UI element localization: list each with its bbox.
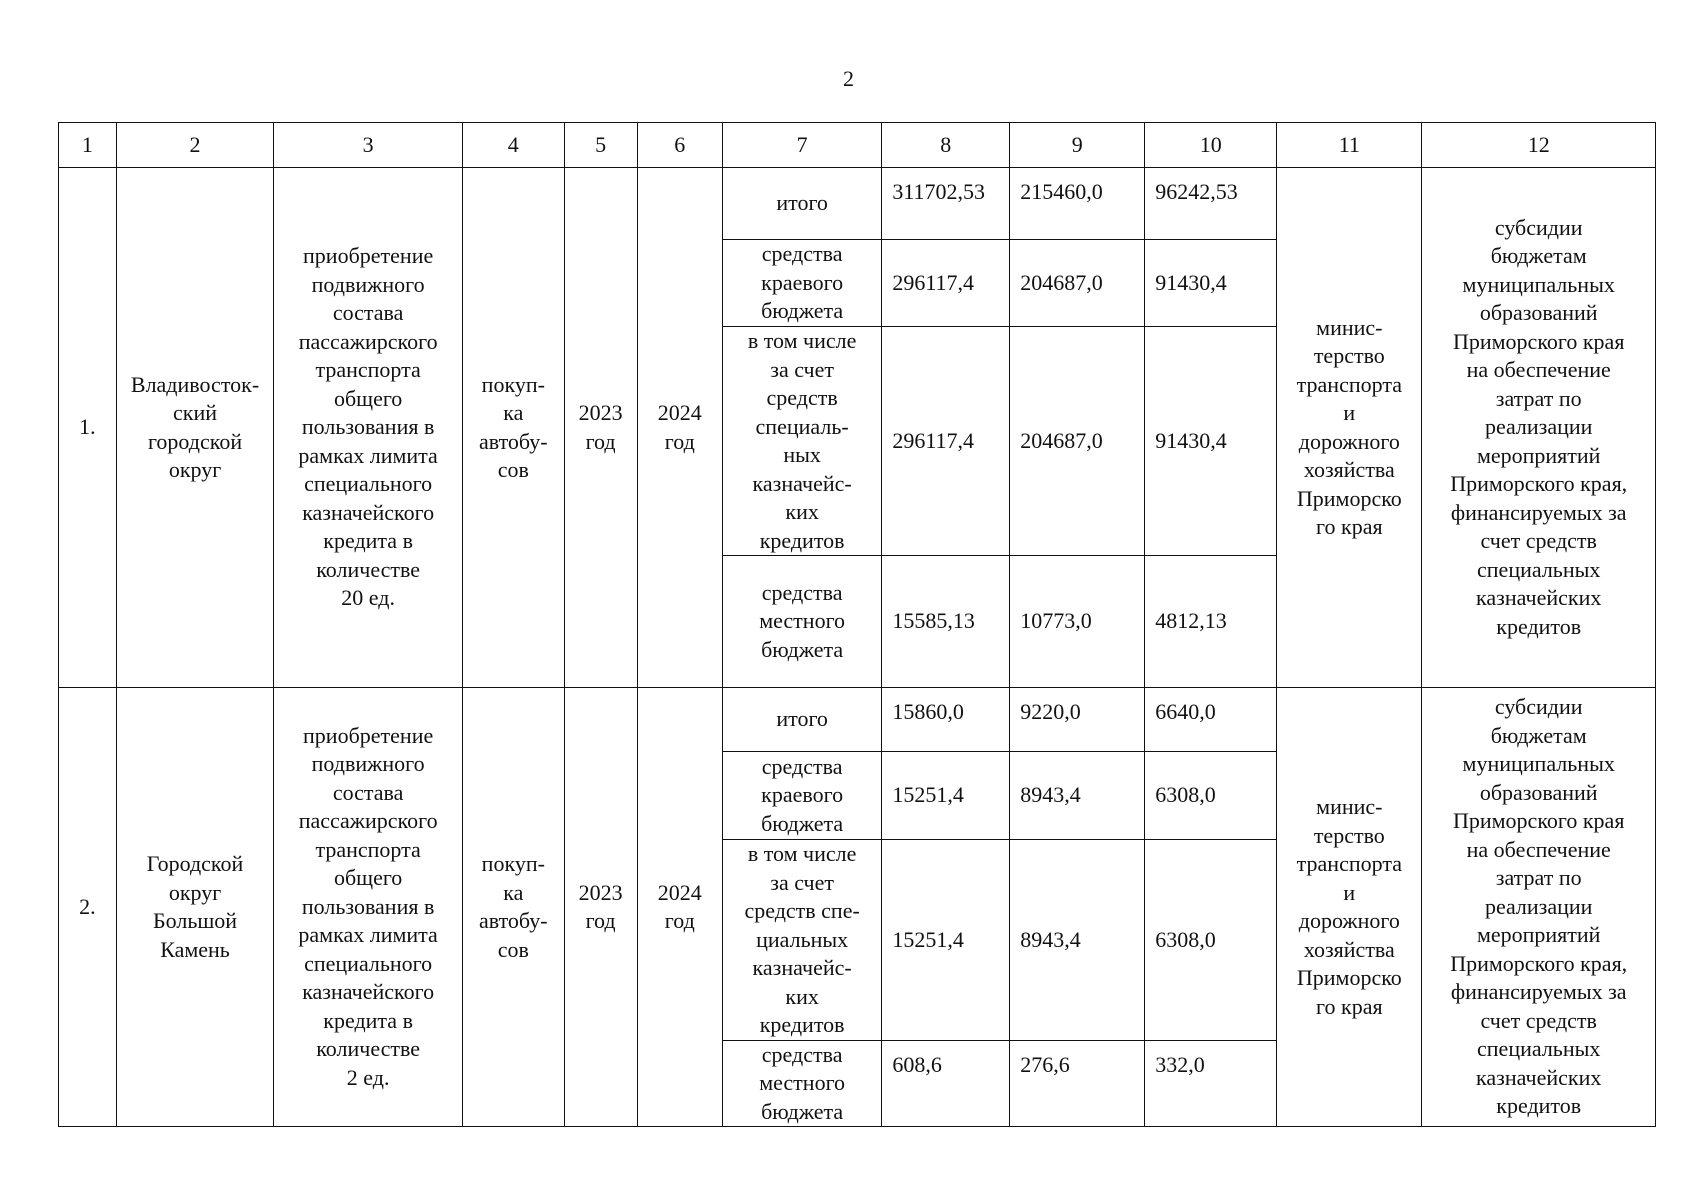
end-year-cell: 2024 год <box>637 688 722 1127</box>
total-value: 608,6 <box>882 1040 1010 1127</box>
year-2023-value: 215460,0 <box>1010 168 1145 240</box>
note-cell: субсидии бюджетам муниципальных образований Приморского края на обеспечение затрат по реализации мероприятий Приморского края, финансируемых за счет средств специальных казначейских кредитов <box>1422 168 1656 688</box>
table-row <box>59 688 1656 752</box>
year-2023-value: 8943,4 <box>1010 840 1145 1041</box>
year-2023-value: 8943,4 <box>1010 752 1145 840</box>
funding-source-cell: в том числе за счет средств спе- циальных казначейс- ких кредитов <box>722 840 881 1041</box>
year-2023-value: 9220,0 <box>1010 688 1145 752</box>
funding-source-cell: итого <box>722 168 881 240</box>
year-2023-value: 204687,0 <box>1010 240 1145 327</box>
year-2024-value: 6640,0 <box>1145 688 1277 752</box>
column-header: 2 <box>116 123 273 168</box>
funding-source-cell: средства краевого бюджета <box>722 752 881 840</box>
row-index: 2. <box>59 688 117 1127</box>
year-2024-value: 6308,0 <box>1145 752 1277 840</box>
column-header: 6 <box>637 123 722 168</box>
column-header: 11 <box>1277 123 1422 168</box>
year-2024-value: 332,0 <box>1145 1040 1277 1127</box>
total-value: 15860,0 <box>882 688 1010 752</box>
total-value: 15251,4 <box>882 752 1010 840</box>
funding-source-cell: итого <box>722 688 881 752</box>
note-cell: субсидии бюджетам муниципальных образований Приморского края на обеспечение затрат по реализации мероприятий Приморского края, финансируемых за счет средств специальных казначейских кредитов <box>1422 688 1656 1127</box>
activity-cell: покуп- ка автобу- сов <box>463 688 565 1127</box>
total-value: 296117,4 <box>882 240 1010 327</box>
page-number: 2 <box>843 66 854 91</box>
column-number-row <box>59 123 1656 168</box>
municipality-cell: Владивосток- ский городской округ <box>116 168 273 688</box>
start-year-cell: 2023 год <box>564 168 637 688</box>
year-2024-value: 91430,4 <box>1145 240 1277 327</box>
total-value: 15585,13 <box>882 556 1010 688</box>
executor-cell: минис- терство транспорта и дорожного хозяйства Приморско го края <box>1277 688 1422 1127</box>
funding-source-cell: средства местного бюджета <box>722 1040 881 1127</box>
year-2024-value: 4812,13 <box>1145 556 1277 688</box>
year-2024-value: 96242,53 <box>1145 168 1277 240</box>
end-year-cell: 2024 год <box>637 168 722 688</box>
row-index: 1. <box>59 168 117 688</box>
description-cell: приобретение подвижного состава пассажирского транспорта общего пользования в рамках лимита специального казначейского кредита в количестве 20 ед. <box>274 168 463 688</box>
year-2023-value: 276,6 <box>1010 1040 1145 1127</box>
measures-table <box>58 122 1656 1127</box>
start-year-cell: 2023 год <box>564 688 637 1127</box>
activity-cell: покуп- ка автобу- сов <box>463 168 565 688</box>
column-header: 12 <box>1422 123 1656 168</box>
funding-source-cell: в том числе за счет средств специаль- ных казначейс- ких кредитов <box>722 327 881 556</box>
total-value: 311702,53 <box>882 168 1010 240</box>
executor-cell: минис- терство транспорта и дорожного хозяйства Приморско го края <box>1277 168 1422 688</box>
table-row <box>59 168 1656 240</box>
column-header: 5 <box>564 123 637 168</box>
column-header: 9 <box>1010 123 1145 168</box>
column-header: 7 <box>722 123 881 168</box>
year-2023-value: 10773,0 <box>1010 556 1145 688</box>
column-header: 8 <box>882 123 1010 168</box>
year-2024-value: 6308,0 <box>1145 840 1277 1041</box>
funding-source-cell: средства краевого бюджета <box>722 240 881 327</box>
total-value: 296117,4 <box>882 327 1010 556</box>
year-2023-value: 204687,0 <box>1010 327 1145 556</box>
column-header: 3 <box>274 123 463 168</box>
municipality-cell: Городской округ Большой Камень <box>116 688 273 1127</box>
column-header: 10 <box>1145 123 1277 168</box>
description-cell: приобретение подвижного состава пассажирского транспорта общего пользования в рамках лимита специального казначейского кредита в количестве 2 ед. <box>274 688 463 1127</box>
year-2024-value: 91430,4 <box>1145 327 1277 556</box>
column-header: 1 <box>59 123 117 168</box>
total-value: 15251,4 <box>882 840 1010 1041</box>
funding-source-cell: средства местного бюджета <box>722 556 881 688</box>
column-header: 4 <box>463 123 565 168</box>
